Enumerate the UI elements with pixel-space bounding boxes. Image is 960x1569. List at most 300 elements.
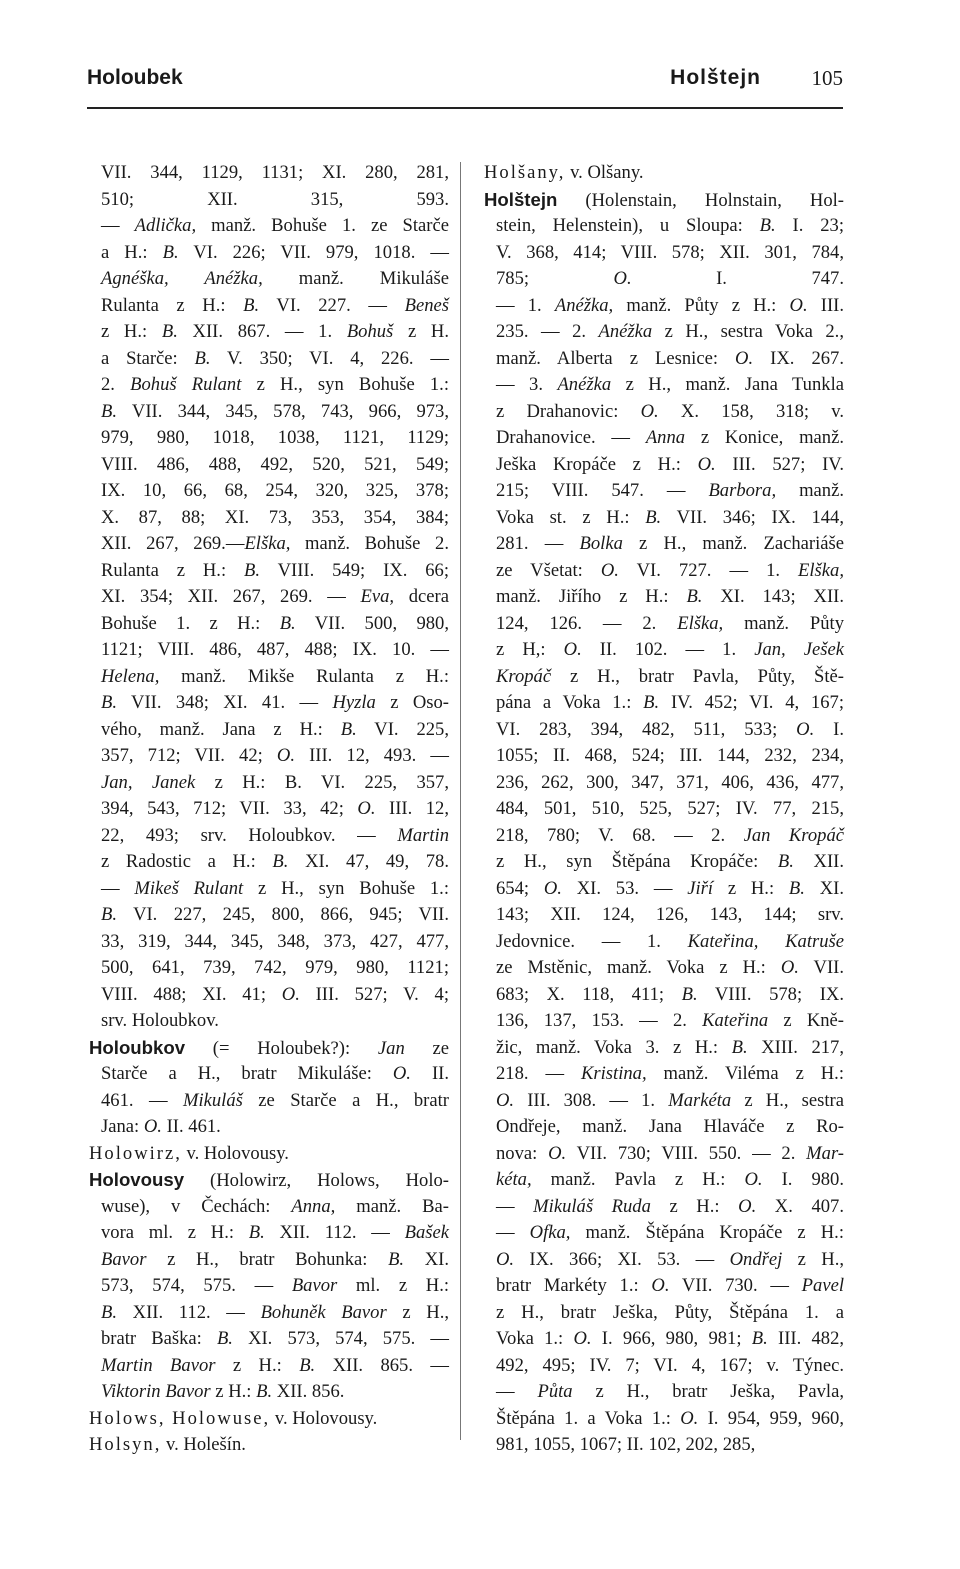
italic-name: Kateřina bbox=[702, 1010, 769, 1031]
italic-name: O. bbox=[548, 1142, 567, 1164]
text-run: manž. Půty bbox=[723, 612, 844, 634]
italic-name: B. bbox=[681, 983, 698, 1005]
italic-name: Jan, Ješek bbox=[754, 639, 844, 660]
text-run: z H., syn Štěpána Kropáče: bbox=[496, 851, 778, 872]
text-line bbox=[89, 611, 449, 638]
text-run: XI. 47, 49, 78. bbox=[288, 851, 449, 872]
entry-headword: Holoubkov bbox=[89, 1036, 186, 1058]
italic-name: Adlička, bbox=[134, 215, 197, 236]
text-line bbox=[89, 478, 449, 505]
text-run: I. 954, 959, 960, bbox=[698, 1407, 844, 1429]
text-run: ze Starče a H., bratr bbox=[242, 1089, 449, 1111]
text-run: pána a Voka 1.: bbox=[496, 692, 644, 713]
text-run: Voka st. z H.: bbox=[496, 506, 646, 528]
text-run: z H., syn Bohuše 1.: bbox=[241, 374, 449, 395]
italic-name: B. bbox=[244, 559, 261, 581]
text-run: z H.: bbox=[713, 877, 789, 899]
text-run: z H., bratr Ješka, Pavla, bbox=[572, 1381, 844, 1402]
text-line bbox=[89, 1273, 449, 1300]
text-run: — bbox=[496, 1195, 534, 1217]
text-line bbox=[89, 1114, 449, 1141]
text-run: I. 980. bbox=[762, 1169, 844, 1190]
text-run: manž. Bohuše 2. bbox=[290, 533, 449, 554]
text-run: — 3. bbox=[496, 374, 558, 395]
text-run: 785; bbox=[496, 268, 614, 289]
text-run: Jana: bbox=[101, 1116, 144, 1137]
text-run: z H., bratr Bohunka: bbox=[146, 1248, 389, 1270]
text-line bbox=[484, 770, 844, 797]
text-run: (Holenstain, Holnstain, Hol- bbox=[557, 189, 844, 211]
text-run: 2. bbox=[101, 374, 131, 395]
text-run: stein, Helenstein), u Sloupa: bbox=[496, 215, 760, 236]
text-run: manž. Viléma z H.: bbox=[646, 1063, 844, 1084]
italic-name: Elška, bbox=[677, 612, 724, 634]
text-line bbox=[89, 1061, 449, 1088]
text-run: VI. 226; VII. 979, 1018. — bbox=[178, 241, 449, 263]
italic-name: B. bbox=[299, 1354, 316, 1376]
text-line bbox=[89, 1220, 449, 1247]
italic-name: Jan, Janek bbox=[101, 771, 196, 793]
text-line bbox=[484, 955, 844, 982]
italic-name: O. bbox=[651, 1275, 670, 1296]
text-line bbox=[89, 1432, 449, 1459]
text-run: XII. 112. — bbox=[264, 1222, 405, 1243]
text-run: 1055; II. 468, 524; III. 144, 232, 234, bbox=[496, 745, 844, 766]
text-run: III. 482, bbox=[767, 1328, 845, 1349]
text-line bbox=[484, 1220, 844, 1247]
text-run: VII. 730; VIII. 550. — 2. bbox=[566, 1142, 807, 1164]
italic-name: kéta, bbox=[496, 1169, 532, 1190]
text-line bbox=[484, 1035, 844, 1062]
text-run: z H., sestra Voka 2., bbox=[652, 321, 844, 342]
text-run: 394, 543, 712; VII. 33, 42; bbox=[101, 798, 358, 819]
text-line bbox=[484, 902, 844, 929]
text-run: VII. 348; XI. 41. — bbox=[117, 692, 333, 713]
entry-spaced-headword: Holsyn, bbox=[89, 1434, 162, 1455]
text-line bbox=[484, 637, 844, 664]
text-run: II. bbox=[410, 1063, 449, 1084]
text-run: z H., manž. Zachariáše bbox=[622, 533, 844, 554]
text-run: manž. Pavla z H.: bbox=[531, 1169, 745, 1190]
text-run: IV. 452; VI. 4, 167; bbox=[659, 692, 844, 713]
text-line bbox=[484, 1353, 844, 1380]
text-run: XI. 53. — bbox=[561, 877, 688, 899]
text-line bbox=[89, 1141, 449, 1168]
text-line bbox=[89, 664, 449, 691]
text-line bbox=[89, 531, 449, 558]
text-run: X. 158, 318; v. bbox=[658, 400, 844, 422]
italic-name: Eva, bbox=[360, 586, 395, 607]
text-run: Voka 1.: bbox=[496, 1328, 574, 1349]
text-run: manž. Ba- bbox=[335, 1195, 449, 1217]
text-run: z H., bratr Pavla, Půty, Ště- bbox=[551, 665, 844, 687]
text-run: IX. 10, 66, 68, 254, 320, 325, 378; bbox=[101, 480, 449, 501]
text-run: Starče a H., bratr Mikuláše: bbox=[101, 1063, 393, 1084]
text-run: VIII. 486, 488, 492, 520, 521, 549; bbox=[101, 453, 449, 475]
text-run: manž. Štěpána Kropáče z H.: bbox=[570, 1222, 844, 1243]
italic-name: Hyzla bbox=[332, 692, 376, 713]
text-run: 484, 501, 510, 525, 527; IV. 77, 215, bbox=[496, 798, 844, 819]
italic-name: O. bbox=[600, 559, 619, 581]
italic-name: B. bbox=[388, 1248, 405, 1270]
text-run: z H., bbox=[386, 1301, 450, 1323]
italic-name: Kateřina, Katruše bbox=[687, 930, 845, 952]
text-run: VII. 344, 1129, 1131; XI. 280, 281, bbox=[101, 162, 449, 183]
italic-name: Anéžka bbox=[557, 374, 612, 395]
text-run: XI. 354; XII. 267, 269. — bbox=[101, 586, 361, 607]
text-run: 357, 712; VII. 42; bbox=[101, 745, 277, 766]
text-line bbox=[89, 876, 449, 903]
italic-name: B. bbox=[340, 718, 357, 740]
italic-name: Markéta bbox=[668, 1089, 732, 1111]
text-run: ml. z H.: bbox=[337, 1275, 450, 1296]
italic-name: Mar- bbox=[806, 1142, 844, 1164]
text-run: z Konice, manž. bbox=[685, 427, 844, 448]
text-run: — 1. bbox=[496, 294, 555, 316]
italic-name: B. bbox=[216, 1328, 233, 1349]
text-line bbox=[89, 425, 449, 452]
italic-name: O. bbox=[543, 877, 562, 899]
text-line bbox=[89, 293, 449, 320]
text-line bbox=[89, 1300, 449, 1327]
text-line bbox=[89, 902, 449, 929]
italic-name: Anna, bbox=[291, 1195, 336, 1217]
text-run: 218, 780; V. 68. — 2. bbox=[496, 824, 744, 846]
italic-name: Jan Kropáč bbox=[743, 824, 844, 846]
italic-name: O. bbox=[143, 1116, 162, 1137]
entry-headword: Holštejn bbox=[484, 188, 558, 210]
text-line bbox=[89, 1088, 449, 1115]
text-run: z H. bbox=[393, 321, 449, 342]
text-run: ze Mstěnic, manž. Voka z H.: bbox=[496, 957, 781, 978]
text-line bbox=[484, 982, 844, 1009]
text-run: VI. 225, bbox=[356, 718, 449, 740]
text-run: žic, manž. Voka 3. z H.: bbox=[496, 1036, 732, 1058]
text-line bbox=[484, 1141, 844, 1168]
text-run: bratr Baška: bbox=[101, 1328, 217, 1349]
header-left-word: Holoubek bbox=[87, 66, 183, 89]
italic-name: O. bbox=[640, 400, 659, 422]
text-line bbox=[89, 266, 449, 293]
italic-name: B. bbox=[645, 506, 662, 528]
text-run: II. 461. bbox=[161, 1116, 221, 1137]
text-run: nova: bbox=[496, 1142, 549, 1164]
text-line bbox=[484, 213, 844, 240]
text-line bbox=[89, 717, 449, 744]
text-run: 461. — bbox=[101, 1089, 183, 1111]
text-line bbox=[89, 1353, 449, 1380]
italic-name: B. bbox=[101, 904, 118, 925]
text-run: VIII. 488; XI. 41; bbox=[101, 983, 282, 1005]
text-line bbox=[484, 929, 844, 956]
text-run: Štěpána 1. a Voka 1.: bbox=[496, 1407, 681, 1429]
text-run: VII. 730. — bbox=[669, 1275, 802, 1296]
page-number: 105 bbox=[811, 66, 843, 90]
text-line bbox=[89, 1035, 449, 1062]
text-run: — bbox=[496, 1222, 530, 1243]
italic-name: Mikuláš bbox=[182, 1089, 243, 1111]
italic-name: O. bbox=[796, 718, 815, 740]
italic-name: O. bbox=[496, 1248, 515, 1270]
text-line bbox=[89, 346, 449, 373]
text-run: manž. Mikuláše bbox=[262, 268, 449, 289]
italic-name: B. bbox=[243, 294, 260, 316]
text-run: XI. bbox=[404, 1248, 450, 1270]
text-line bbox=[89, 982, 449, 1009]
text-run: XII. 867. — 1. bbox=[177, 321, 347, 342]
text-line bbox=[484, 1300, 844, 1327]
text-run: VII. 346; IX. 144, bbox=[661, 506, 844, 528]
text-run: ze bbox=[404, 1037, 449, 1059]
text-run: 683; X. 118, 411; bbox=[496, 983, 682, 1005]
right-column bbox=[484, 160, 844, 1459]
text-line bbox=[89, 1326, 449, 1353]
italic-name: O. bbox=[735, 347, 754, 369]
italic-name: O. bbox=[357, 798, 376, 819]
text-run: 136, 137, 153. — 2. bbox=[496, 1010, 703, 1031]
text-line bbox=[89, 637, 449, 664]
text-run: XI. 143; XII. bbox=[702, 586, 844, 607]
text-line bbox=[484, 1114, 844, 1141]
text-run: manž. bbox=[776, 480, 845, 501]
text-line bbox=[484, 319, 844, 346]
text-run: v. Holovousy. bbox=[181, 1142, 289, 1164]
text-line bbox=[89, 240, 449, 267]
italic-name: Viktorin Bavor bbox=[101, 1381, 211, 1402]
text-run: III. 12, 493. — bbox=[294, 745, 449, 766]
text-run: v. Holovousy. bbox=[270, 1407, 378, 1429]
text-line bbox=[484, 346, 844, 373]
text-line bbox=[484, 425, 844, 452]
italic-name: B. bbox=[162, 241, 179, 263]
text-run: X. 87, 88; XI. 73, 353, 354, 384; bbox=[101, 506, 449, 528]
text-line bbox=[484, 796, 844, 823]
text-run: VI. 227, 245, 800, 866, 945; VII. bbox=[117, 904, 449, 925]
italic-name: O. bbox=[276, 745, 295, 766]
italic-name: Ofka, bbox=[529, 1222, 571, 1243]
text-line bbox=[89, 372, 449, 399]
text-run: VII. bbox=[798, 957, 844, 978]
italic-name: B. bbox=[279, 612, 296, 634]
text-line bbox=[89, 319, 449, 346]
text-line bbox=[484, 1167, 844, 1194]
italic-name: Bašek bbox=[404, 1222, 450, 1243]
italic-name: Anéžka bbox=[598, 321, 653, 342]
italic-name: Agnéška, Anéžka, bbox=[101, 268, 263, 289]
text-run: XII. bbox=[793, 851, 845, 872]
italic-name: B. bbox=[788, 877, 805, 899]
italic-name: Kristina, bbox=[580, 1063, 647, 1084]
italic-name: Martin bbox=[397, 824, 449, 846]
text-line bbox=[484, 558, 844, 585]
text-line bbox=[484, 266, 844, 293]
text-run: X. 407. bbox=[756, 1195, 844, 1217]
text-run: manž. Mikše Rulanta z H.: bbox=[159, 665, 449, 687]
text-run: (Holowirz, Holows, Holo- bbox=[184, 1170, 449, 1191]
text-run: 979, 980, 1018, 1038, 1121, 1129; bbox=[101, 427, 449, 448]
text-run: 981, 1055, 1067; II. 102, 202, 285, bbox=[496, 1434, 756, 1455]
italic-name: Bohuš Rulant bbox=[130, 374, 242, 395]
text-run: z H.: bbox=[101, 321, 162, 342]
italic-name: O. bbox=[563, 639, 582, 660]
text-line bbox=[89, 1167, 449, 1194]
text-line bbox=[484, 690, 844, 717]
italic-name: Bohuněk Bavor bbox=[260, 1301, 387, 1323]
text-run: z Kně- bbox=[768, 1010, 844, 1031]
italic-name: B. bbox=[248, 1222, 265, 1243]
italic-name: Mikeš Rulant bbox=[134, 877, 244, 899]
italic-name: O. bbox=[738, 1195, 757, 1217]
text-run: XII. 865. — bbox=[315, 1354, 449, 1376]
running-header bbox=[87, 62, 843, 102]
text-run: v. Holešín. bbox=[161, 1434, 246, 1455]
italic-name: B. bbox=[161, 321, 178, 342]
text-line bbox=[484, 452, 844, 479]
text-line bbox=[89, 743, 449, 770]
text-line bbox=[89, 584, 449, 611]
text-run: manž. Bohuše 1. ze Starče bbox=[196, 215, 449, 236]
text-line bbox=[484, 399, 844, 426]
text-line bbox=[484, 849, 844, 876]
text-run: manž. Alberta z Lesnice: bbox=[496, 347, 736, 369]
italic-name: O. bbox=[697, 453, 716, 475]
text-run: 1121; VIII. 486, 487, 488; IX. 10. — bbox=[101, 639, 449, 660]
text-run: VII. 344, 345, 578, 743, 966, 973, bbox=[117, 400, 449, 422]
text-run: VI. 283, 394, 482, 511, 533; bbox=[496, 718, 797, 740]
entry-spaced-headword: Holšany, bbox=[484, 162, 566, 183]
italic-name: B. bbox=[272, 851, 289, 872]
text-run: v. Olšany. bbox=[565, 162, 644, 183]
text-run: VI. 727. — 1. bbox=[618, 559, 799, 581]
text-line bbox=[484, 1061, 844, 1088]
text-run: 236, 262, 300, 347, 371, 406, 436, 477, bbox=[496, 771, 844, 793]
text-run: srv. Holoubkov. bbox=[101, 1010, 219, 1031]
text-line bbox=[484, 584, 844, 611]
text-run: vora ml. z H.: bbox=[101, 1222, 249, 1243]
italic-name: B. bbox=[194, 347, 211, 369]
text-run: — bbox=[101, 215, 135, 236]
italic-name: B. bbox=[731, 1036, 748, 1058]
text-run: XI. 573, 574, 575. — bbox=[232, 1328, 449, 1349]
italic-name: O. bbox=[281, 983, 300, 1005]
text-run: a Starče: bbox=[101, 347, 195, 369]
text-run: z H., bbox=[782, 1248, 844, 1270]
text-run: ze Všetat: bbox=[496, 559, 601, 581]
text-line bbox=[484, 478, 844, 505]
italic-name: Martin Bavor bbox=[101, 1354, 216, 1376]
text-line bbox=[484, 823, 844, 850]
text-run: II. 102. — 1. bbox=[581, 639, 755, 660]
text-run: — bbox=[496, 1381, 538, 1402]
text-line bbox=[484, 717, 844, 744]
text-run: 654; bbox=[496, 877, 544, 899]
text-line bbox=[484, 1406, 844, 1433]
text-run: z H., sestra bbox=[731, 1089, 845, 1111]
text-line bbox=[484, 1247, 844, 1274]
text-line bbox=[89, 1379, 449, 1406]
italic-name: Elška, bbox=[798, 559, 844, 581]
text-run: z H.: bbox=[210, 1381, 257, 1402]
text-run: z H.: bbox=[650, 1195, 739, 1217]
italic-name: B. bbox=[751, 1328, 768, 1349]
header-right-word: Holštejn bbox=[670, 66, 761, 89]
text-line bbox=[89, 160, 449, 187]
text-run: z H.: B. VI. 225, 357, bbox=[195, 771, 449, 793]
italic-name: Beneš bbox=[404, 294, 449, 316]
text-run: Rulanta z H.: bbox=[101, 559, 245, 581]
text-run: III. 308. — 1. bbox=[514, 1089, 669, 1111]
text-line bbox=[89, 187, 449, 214]
italic-name: Půta bbox=[537, 1381, 573, 1402]
italic-name: Bohuš bbox=[346, 321, 394, 342]
text-run: I. 747. bbox=[631, 268, 844, 289]
text-run: wuse), v Čechách: bbox=[101, 1195, 292, 1217]
italic-name: O. bbox=[680, 1407, 699, 1429]
text-run: III. 527; IV. bbox=[715, 453, 844, 475]
text-run: dcera bbox=[394, 586, 449, 607]
text-line bbox=[89, 849, 449, 876]
text-line bbox=[89, 1247, 449, 1274]
italic-name: O. bbox=[744, 1169, 763, 1190]
text-line bbox=[89, 823, 449, 850]
italic-name: Bavor bbox=[101, 1248, 147, 1270]
italic-name: B. bbox=[643, 692, 660, 713]
italic-name: O. bbox=[496, 1089, 515, 1111]
text-run: z H,: bbox=[496, 639, 564, 660]
text-run: z H., syn Bohuše 1.: bbox=[243, 877, 449, 899]
text-run: III. bbox=[807, 294, 844, 316]
text-line bbox=[484, 1432, 844, 1459]
text-run: VI. 227. — bbox=[259, 294, 405, 316]
text-line bbox=[484, 1194, 844, 1221]
text-run: 235. — 2. bbox=[496, 321, 599, 342]
text-line bbox=[484, 664, 844, 691]
text-line bbox=[484, 372, 844, 399]
left-column bbox=[89, 160, 449, 1459]
text-run: Rulanta z H.: bbox=[101, 294, 244, 316]
text-line bbox=[89, 770, 449, 797]
text-run: 143; XII. 124, 126, 143, 144; srv. bbox=[496, 904, 844, 925]
text-line bbox=[484, 1273, 844, 1300]
text-run: IX. 366; XI. 53. — bbox=[514, 1248, 730, 1270]
italic-name: Bolka bbox=[579, 533, 623, 554]
italic-name: B. bbox=[101, 400, 118, 422]
text-line bbox=[484, 293, 844, 320]
text-run: 510; XII. 315, 593. bbox=[101, 188, 449, 210]
italic-name: Anna bbox=[645, 427, 686, 448]
text-line bbox=[89, 558, 449, 585]
italic-name: Barbora, bbox=[708, 480, 777, 501]
text-run: 22, 493; srv. Holoubkov. — bbox=[101, 824, 398, 846]
italic-name: B. bbox=[759, 215, 776, 236]
text-run: I. 966, 980, 981; bbox=[591, 1328, 752, 1349]
text-run: III. 12, bbox=[375, 798, 449, 819]
text-run: VII. 500, 980, bbox=[295, 612, 449, 634]
text-run: XI. bbox=[804, 877, 844, 899]
text-run: z Radostic a H.: bbox=[101, 851, 273, 872]
entry-headword: Holovousy bbox=[89, 1169, 185, 1190]
text-run: a H.: bbox=[101, 241, 163, 263]
text-run: 215; VIII. 547. — bbox=[496, 480, 709, 501]
italic-name: O. bbox=[392, 1063, 411, 1084]
text-line bbox=[89, 1406, 449, 1433]
text-run: Drahanovice. — bbox=[496, 427, 646, 448]
text-run: XII. 267, 269.— bbox=[101, 533, 245, 554]
text-line bbox=[484, 187, 844, 214]
italic-name: O. bbox=[789, 294, 808, 316]
text-line bbox=[484, 531, 844, 558]
text-run: — bbox=[101, 877, 135, 899]
